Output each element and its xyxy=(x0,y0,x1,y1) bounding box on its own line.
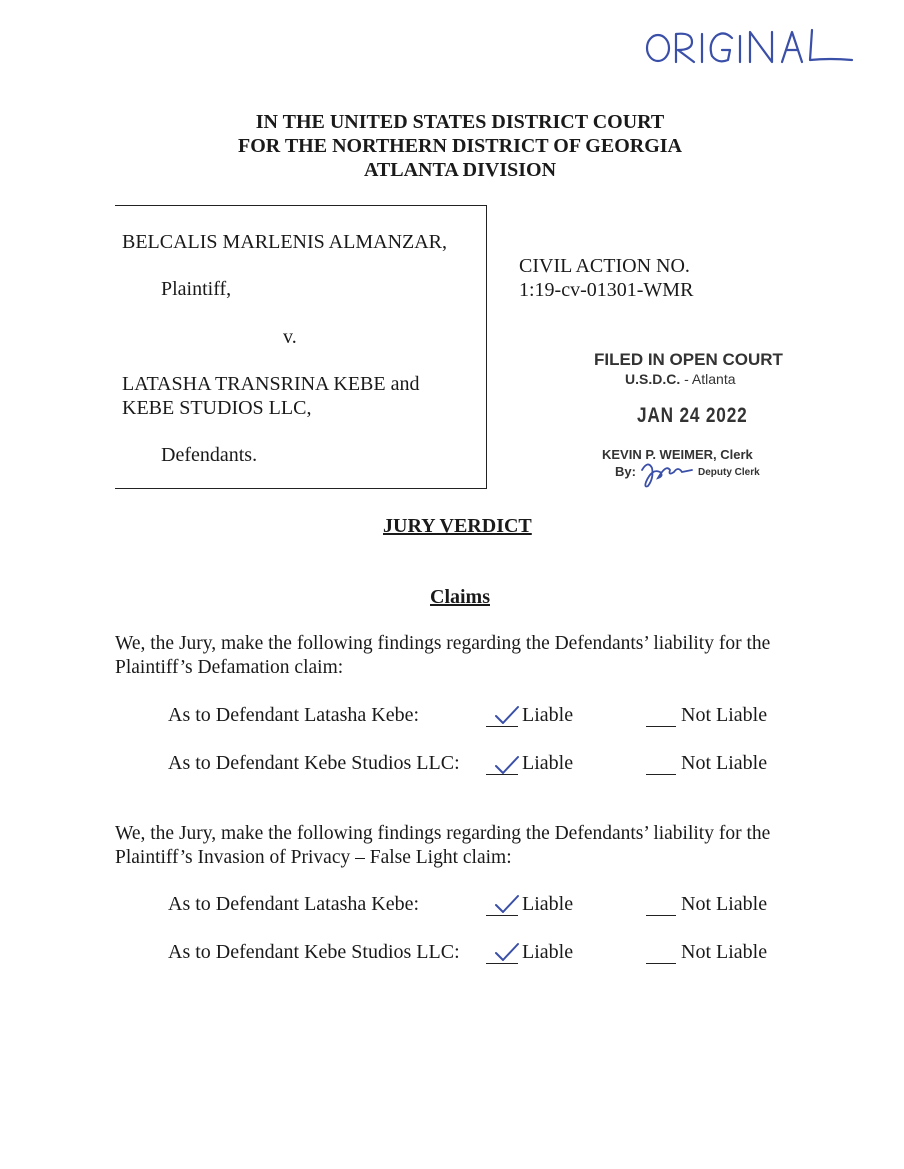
court-division: ATLANTA DIVISION xyxy=(363,159,557,181)
stamp-deputy: Deputy Clerk xyxy=(698,467,760,478)
checkmark-icon xyxy=(494,704,522,726)
row-label: As to Defendant Kebe Studios LLC: xyxy=(168,941,460,963)
plaintiff-name: BELCALIS MARLENIS ALMANZAR, xyxy=(122,231,448,253)
liable-label: Liable xyxy=(522,752,574,774)
stamp-filed-line: FILED IN OPEN COURT xyxy=(594,350,783,369)
checkmark-icon xyxy=(494,754,522,776)
stamp-location: - Atlanta xyxy=(684,371,736,387)
not-liable-label: Not Liable xyxy=(681,893,768,915)
deputy-signature xyxy=(638,458,694,490)
stamp-clerk: KEVIN P. WEIMER, Clerk xyxy=(602,447,753,462)
liable-label: Liable xyxy=(522,941,574,963)
stamp-court-abbr: U.S.D.C. xyxy=(625,371,681,387)
not-liable-checkbox[interactable] xyxy=(646,895,676,916)
defendant-role: Defendants. xyxy=(161,444,258,466)
liable-checkbox[interactable] xyxy=(486,754,518,775)
caption-bottom-rule xyxy=(115,488,487,489)
not-liable-label: Not Liable xyxy=(681,752,768,774)
not-liable-checkbox[interactable] xyxy=(646,943,676,964)
not-liable-label: Not Liable xyxy=(681,941,768,963)
plaintiff-role: Plaintiff, xyxy=(161,278,232,300)
document-title: JURY VERDICT xyxy=(383,515,532,537)
original-handwritten-stamp xyxy=(640,14,860,70)
section-title-claims: Claims xyxy=(430,586,490,608)
court-name-line1: IN THE UNITED STATES DISTRICT COURT xyxy=(255,111,665,133)
claim-1-intro-line2: Plaintiff’s Defamation claim: xyxy=(115,657,344,678)
claim-1-intro-line1: We, the Jury, make the following findings regarding the Defendants’ liability for the xyxy=(115,633,771,654)
not-liable-checkbox[interactable] xyxy=(646,706,676,727)
checkmark-icon xyxy=(494,941,522,963)
claim-2-intro-line1: We, the Jury, make the following findings regarding the Defendants’ liability for the xyxy=(115,823,771,844)
court-name-line2: FOR THE NORTHERN DISTRICT OF GEORGIA xyxy=(237,135,682,157)
liable-label: Liable xyxy=(522,893,574,915)
row-label: As to Defendant Latasha Kebe: xyxy=(168,893,420,915)
civil-action-label: CIVIL ACTION NO. xyxy=(519,255,690,277)
liable-label: Liable xyxy=(522,704,574,726)
caption-top-rule xyxy=(115,205,487,206)
claim-2-intro-line2: Plaintiff’s Invasion of Privacy – False Light claim: xyxy=(115,847,512,868)
versus: v. xyxy=(283,326,297,348)
claim-2-intro xyxy=(115,822,835,870)
not-liable-label: Not Liable xyxy=(681,704,768,726)
defendant-line1: LATASHA TRANSRINA KEBE and xyxy=(122,373,420,395)
not-liable-checkbox[interactable] xyxy=(646,754,676,775)
case-number: 1:19-cv-01301-WMR xyxy=(519,279,694,301)
liable-checkbox[interactable] xyxy=(486,895,518,916)
court-header xyxy=(0,110,904,182)
liable-checkbox[interactable] xyxy=(486,706,518,727)
stamp-by-label: By: xyxy=(615,464,636,479)
caption-vertical-rule xyxy=(486,205,487,489)
stamp-date: JAN 24 2022 xyxy=(637,404,748,427)
row-label: As to Defendant Latasha Kebe: xyxy=(168,704,420,726)
defendant-line2: KEBE STUDIOS LLC, xyxy=(122,397,312,419)
checkmark-icon xyxy=(494,893,522,915)
claim-1-intro xyxy=(115,632,835,680)
liable-checkbox[interactable] xyxy=(486,943,518,964)
stamp-court-line xyxy=(625,371,736,387)
row-label: As to Defendant Kebe Studios LLC: xyxy=(168,752,460,774)
